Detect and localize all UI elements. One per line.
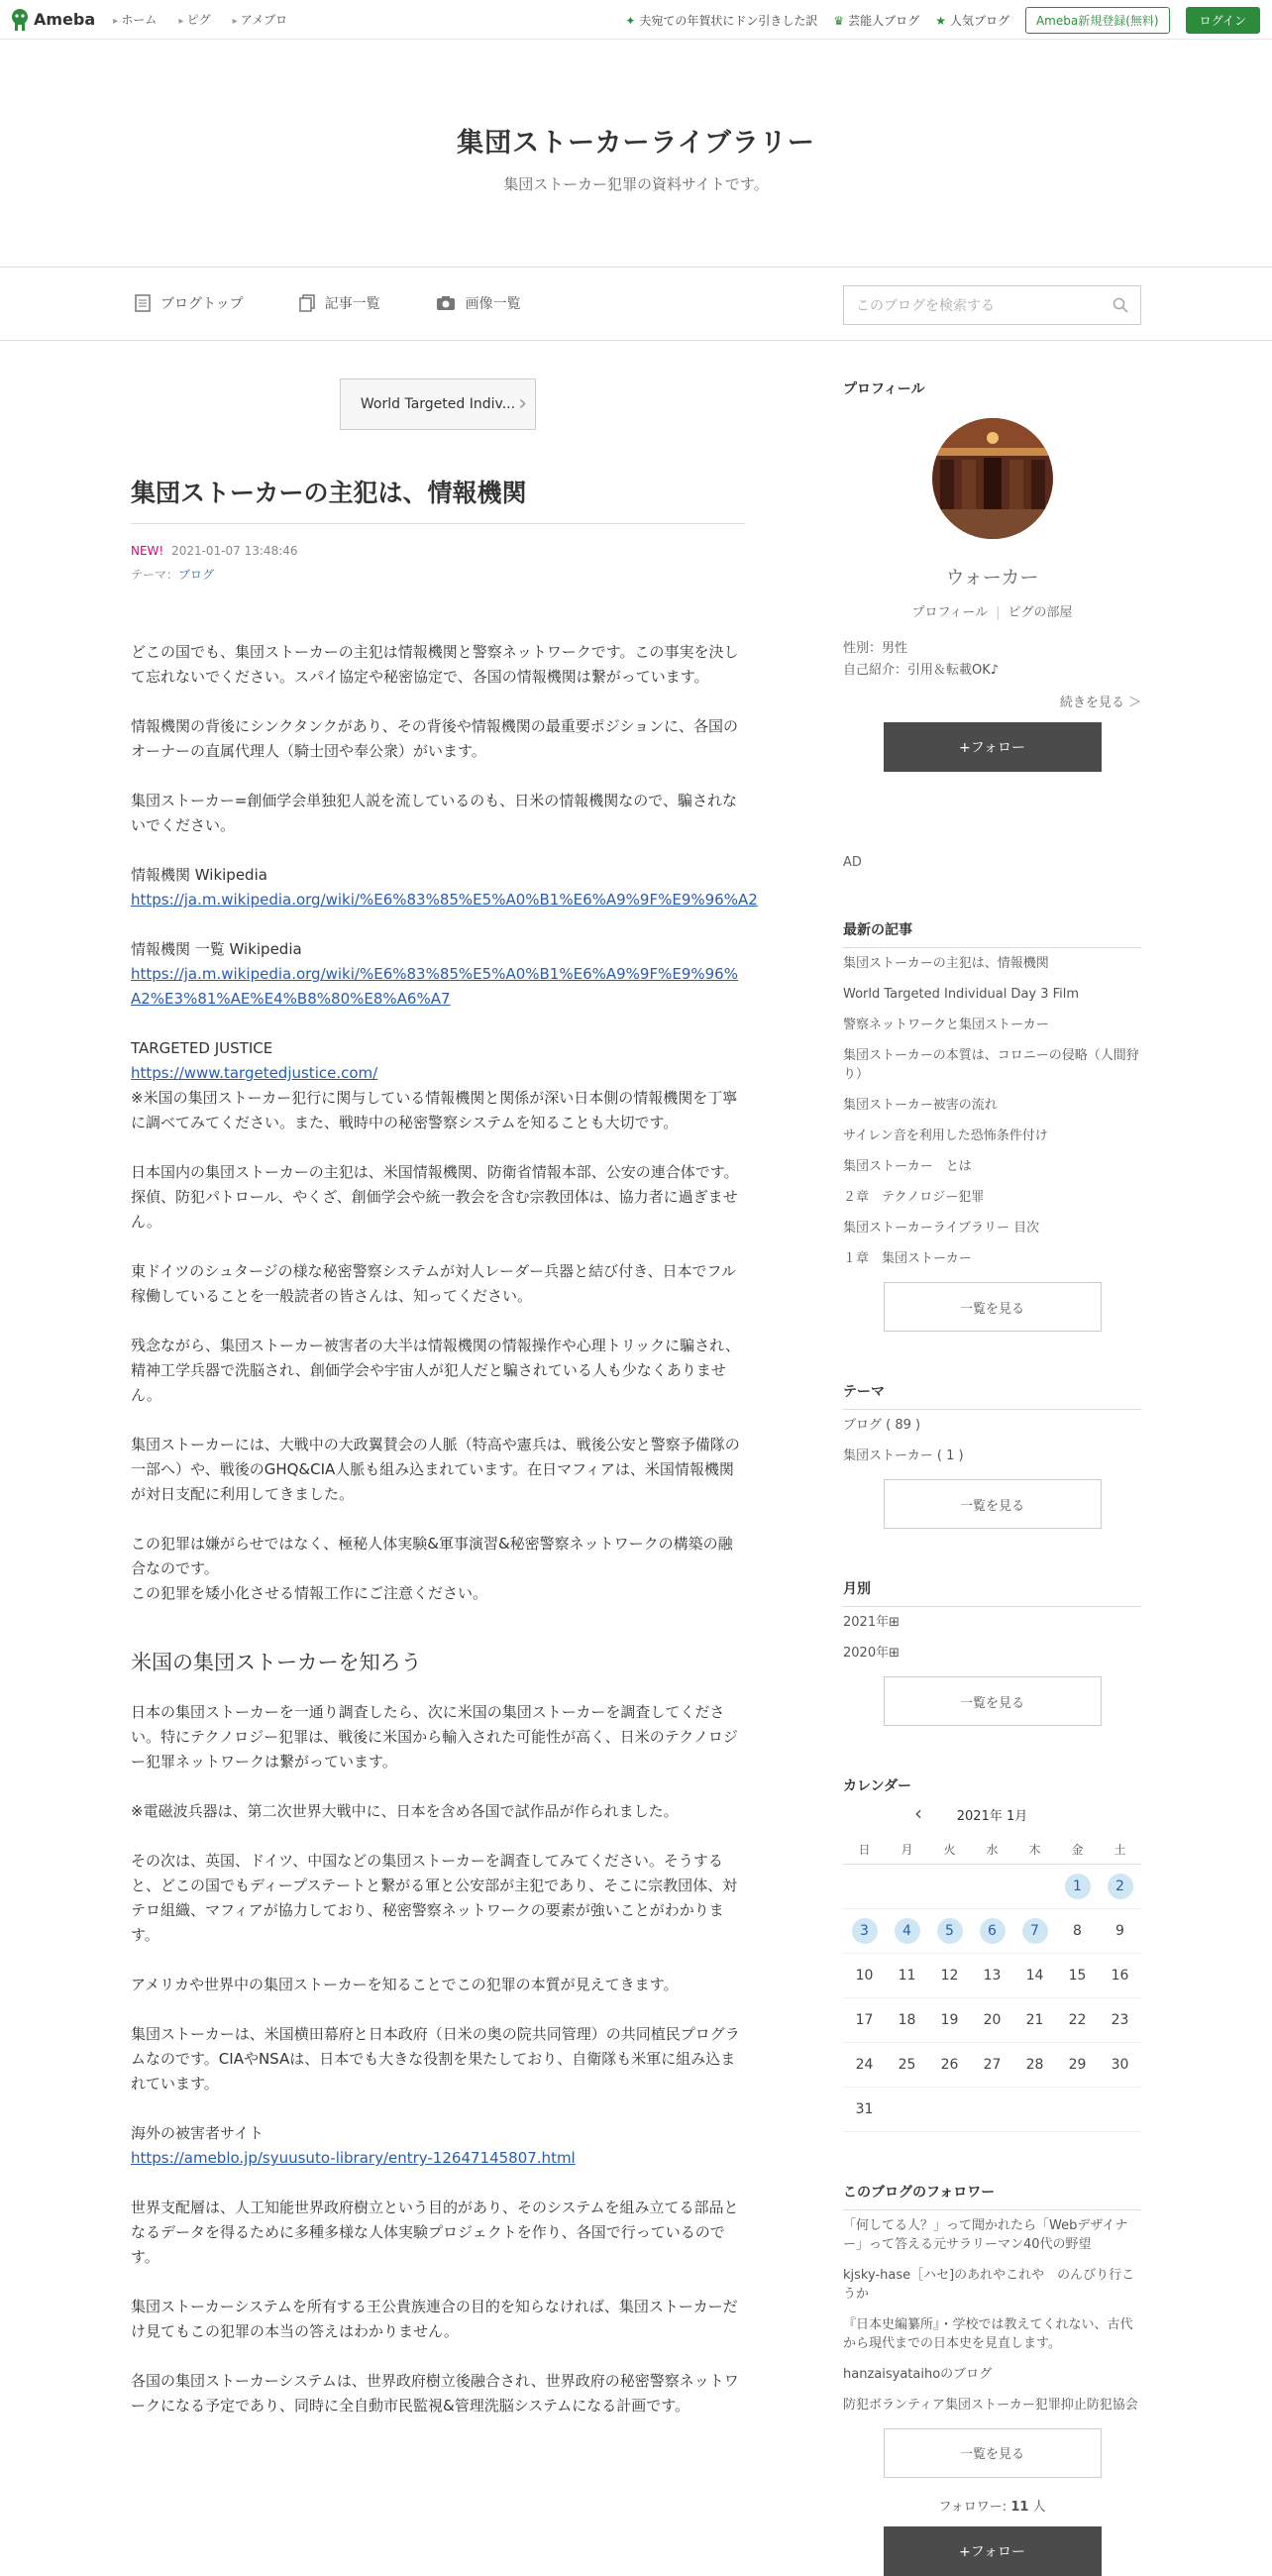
list-item[interactable]: hanzaisyataihoのブログ bbox=[843, 2366, 993, 2382]
pager-label: World Targeted Indiv... bbox=[360, 396, 516, 412]
paragraph: 集団ストーカーシステムを所有する王公貴族連合の目的を知らなければ、集団ストーカーだけ見てもこの犯罪の本当の答えはわかりません。 bbox=[131, 2298, 738, 2340]
calendar-section bbox=[843, 1775, 1141, 2132]
theme-more-button[interactable]: 一覧を見る bbox=[884, 1479, 1102, 1529]
article-list-link[interactable] bbox=[299, 293, 380, 313]
paragraph: 東ドイツのシュタージの様な秘密警察システムが対人レーダー兵器と結び付き、日本でフル稼働していることを一般読者の皆さんは、知ってください。 bbox=[131, 1262, 736, 1305]
list-item[interactable]: 集団ストーカーライブラリー 目次 bbox=[843, 1221, 1040, 1235]
calendar-day[interactable]: 27 bbox=[971, 2042, 1013, 2087]
list-item[interactable]: 警察ネットワークと集団ストーカー bbox=[843, 1018, 1049, 1032]
celebrity-blog-label: 芸能人ブログ bbox=[848, 14, 920, 28]
calendar-day bbox=[1099, 2087, 1141, 2131]
profile-info bbox=[843, 638, 1141, 682]
expand-icon[interactable]: ⊞ bbox=[889, 1646, 900, 1661]
targeted-justice-block bbox=[131, 1036, 745, 1135]
paragraph: 残念ながら、集団ストーカー被害者の大半は情報機関の情報操作や心理トリックに騙され、精神工学兵器で洗脳され、創価学会や宇宙人が犯人だと騙されている人も少なくありません。 bbox=[131, 1337, 741, 1404]
calendar-day-highlight[interactable]: 2 bbox=[1108, 1874, 1133, 1899]
overseas-link[interactable]: https://ameblo.jp/syuusuto-library/entry-12647145807.html bbox=[131, 2149, 576, 2167]
calendar-day bbox=[886, 2087, 928, 2131]
list-item[interactable]: １章 集団ストーカー bbox=[843, 1251, 972, 1266]
calendar-weekday: 土 bbox=[1099, 1836, 1141, 1864]
next-article-pager[interactable] bbox=[340, 378, 536, 430]
camera-icon bbox=[436, 295, 456, 311]
calendar-day[interactable]: 24 bbox=[843, 2042, 886, 2087]
sidebar bbox=[843, 378, 1141, 2576]
calendar-day[interactable]: 30 bbox=[1099, 2042, 1141, 2087]
followers-list bbox=[843, 2210, 1141, 2420]
follower-count-value: 11 bbox=[1010, 2499, 1029, 2515]
list-item[interactable]: 防犯ボランティア集団ストーカー犯罪抑止防犯協会 bbox=[843, 2397, 1138, 2413]
image-list-link[interactable] bbox=[436, 293, 521, 313]
calendar-week bbox=[843, 1908, 1141, 1953]
paragraph: 日本国内の集団ストーカーの主犯は、米国情報機関、防衛省情報本部、公安の連合体です。探偵、防犯パトロール、やくざ、創価学会や統一教会を含む宗教団体は、協力者に過ぎません。 bbox=[131, 1163, 739, 1231]
blog-description: 集団ストーカー犯罪の資料サイトです。 bbox=[503, 175, 769, 193]
profile-more-link[interactable]: 続きを見る ＞ bbox=[1059, 696, 1141, 710]
calendar-day bbox=[843, 1864, 886, 1908]
article-date: 2021-01-07 13:48:46 bbox=[171, 544, 298, 558]
calendar-week bbox=[843, 2087, 1141, 2131]
list-item[interactable]: 集団ストーカーの主犯は、情報機関 bbox=[843, 956, 1049, 971]
follower-count bbox=[843, 2496, 1141, 2515]
calendar-day-highlight[interactable]: 1 bbox=[1065, 1874, 1091, 1899]
paragraph: 集団ストーカー=創価学会単独犯人説を流しているのも、日米の情報機関なので、騙されないでください。 bbox=[131, 792, 737, 834]
calendar-day[interactable] bbox=[1056, 1864, 1099, 1908]
calendar-weekday: 金 bbox=[1056, 1836, 1099, 1864]
targeted-justice-note: ※米国の集団ストーカー犯行に関与している情報機関と関係が深い日本側の情報機関を丁寧に調べてみてください。また、戦時中の秘密警察システムを知ることも大切です。 bbox=[131, 1089, 738, 1131]
calendar-header bbox=[843, 1801, 1141, 1825]
image-list-label: 画像一覧 bbox=[465, 296, 521, 312]
calendar-day[interactable]: 10 bbox=[843, 1953, 886, 1997]
chevron-right-icon: › bbox=[518, 391, 527, 416]
paragraph: 情報機関の背後にシンクタンクがあり、その背後や情報機関の最重要ポジションに、各国のオーナーの直属代理人（騎士団や奉公衆）がいます。 bbox=[131, 717, 739, 760]
expand-icon[interactable]: ⊞ bbox=[889, 1615, 900, 1630]
ameba-logo[interactable] bbox=[10, 8, 95, 32]
wiki-intel-list-block bbox=[131, 937, 745, 1012]
monthly-list bbox=[843, 1607, 1141, 1668]
ameba-logo-text: Ameba bbox=[34, 10, 96, 29]
calendar-weekday: 水 bbox=[971, 1836, 1013, 1864]
login-button[interactable]: ログイン bbox=[1186, 7, 1260, 34]
calendar-day-highlight[interactable]: 3 bbox=[852, 1918, 878, 1944]
theme-label: テーマ： bbox=[131, 568, 179, 582]
calendar-day-highlight[interactable]: 7 bbox=[1022, 1918, 1048, 1944]
profile-gender: 性別：男性 bbox=[843, 641, 908, 656]
calendar-day[interactable]: 19 bbox=[928, 1997, 971, 2042]
monthly-section bbox=[843, 1578, 1141, 1726]
calendar-day[interactable]: 16 bbox=[1099, 1953, 1141, 1997]
blog-top-link[interactable] bbox=[135, 293, 244, 313]
article-column bbox=[131, 378, 758, 2443]
search-icon[interactable] bbox=[1113, 297, 1128, 313]
calendar-day bbox=[928, 2087, 971, 2131]
sparkle-icon: ✦ bbox=[625, 13, 636, 28]
avatar[interactable] bbox=[932, 418, 1053, 539]
crime-note-block bbox=[131, 1532, 745, 1606]
copy-icon bbox=[299, 294, 315, 312]
calendar-day bbox=[971, 2087, 1013, 2131]
library-photo-icon bbox=[932, 418, 1053, 539]
calendar-weekday: 木 bbox=[1013, 1836, 1056, 1864]
article-theme bbox=[131, 566, 745, 583]
crime-note-line1: この犯罪は嫌がらせではなく、極秘人体実験&軍事演習&秘密警察ネットワークの構築の融合なのです。 bbox=[131, 1535, 733, 1577]
list-item[interactable]: サイレン音を利用した恐怖条件付け bbox=[843, 1128, 1048, 1143]
overseas-block bbox=[131, 2121, 745, 2171]
overseas-label: 海外の被害者サイト bbox=[131, 2124, 264, 2142]
wiki-intel-list-label: 情報機関 一覧 Wikipedia bbox=[131, 940, 302, 958]
wiki-intel-link[interactable]: https://ja.m.wikipedia.org/wiki/%E6%83%85%E5%A0%B1%E6%A9%9F%E9%96%A2 bbox=[131, 891, 758, 909]
calendar-day[interactable]: 17 bbox=[843, 1997, 886, 2042]
calendar-week bbox=[843, 1864, 1141, 1908]
trend-link[interactable] bbox=[625, 12, 817, 29]
crown-icon: ♛ bbox=[833, 13, 845, 28]
article-meta bbox=[131, 544, 745, 558]
pigg-room-link[interactable]: ピグの部屋 bbox=[1007, 605, 1073, 620]
followers-heading: このブログのフォロワー bbox=[843, 2182, 1141, 2210]
list-item[interactable]: 集団ストーカー とは bbox=[843, 1159, 972, 1174]
follow-button[interactable]: +フォロー bbox=[884, 722, 1102, 772]
calendar-day-highlight[interactable]: 5 bbox=[937, 1918, 963, 1944]
paragraph: どこの国でも、集団ストーカーの主犯は情報機関と警察ネットワークです。この事実を決して忘れないでください。スパイ協定や秘密協定で、各国の情報機関は繋がっています。 bbox=[131, 643, 739, 686]
profile-link[interactable]: プロフィール bbox=[911, 605, 989, 620]
calendar-day[interactable]: 11 bbox=[886, 1953, 928, 1997]
calendar-day[interactable]: 22 bbox=[1056, 1997, 1099, 2042]
calendar-day[interactable]: 26 bbox=[928, 2042, 971, 2087]
list-item[interactable]: 集団ストーカー ( 1 ) bbox=[843, 1449, 964, 1463]
monthly-heading: 月別 bbox=[843, 1578, 1141, 1607]
document-icon bbox=[135, 294, 151, 312]
calendar-weekday: 日 bbox=[843, 1836, 886, 1864]
calendar-table bbox=[843, 1836, 1141, 2132]
targeted-justice-label: TARGETED JUSTICE bbox=[131, 1039, 273, 1057]
calendar-day[interactable]: 20 bbox=[971, 1997, 1013, 2042]
calendar-day[interactable]: 12 bbox=[928, 1953, 971, 1997]
list-item[interactable]: World Targeted Individual Day 3 Film bbox=[843, 987, 1080, 1002]
article-title: 集団ストーカーの主犯は、情報機関 bbox=[131, 474, 745, 524]
calendar-day[interactable]: 9 bbox=[1099, 1908, 1141, 1953]
paragraph: 世界支配層は、人工知能世界政府樹立という目的があり、そのシステムを組み立てる部品となるデータを得るために多種多様な人体実験プロジェクトを作り、各国で行っているのです。 bbox=[131, 2199, 739, 2266]
search-placeholder: このブログを検索する bbox=[856, 298, 995, 314]
calendar-day[interactable] bbox=[1099, 1864, 1141, 1908]
calendar-day bbox=[886, 1864, 928, 1908]
register-button[interactable]: Ameba新規登録(無料) bbox=[1025, 7, 1170, 34]
calendar-day-highlight[interactable]: 6 bbox=[980, 1918, 1006, 1944]
calendar-day[interactable] bbox=[843, 1908, 886, 1953]
recent-list bbox=[843, 948, 1141, 1274]
calendar-day[interactable] bbox=[928, 1908, 971, 1953]
calendar-day[interactable] bbox=[971, 1908, 1013, 1953]
list-item[interactable]: 「何してる人？」って聞かれたら「Webデザイナー」って答える元サラリーマン40代の野望 bbox=[843, 2217, 1128, 2252]
calendar-heading: カレンダー bbox=[843, 1778, 912, 1794]
calendar-day[interactable]: 13 bbox=[971, 1953, 1013, 1997]
theme-list bbox=[843, 1410, 1141, 1471]
new-badge: NEW! bbox=[131, 544, 164, 558]
list-item[interactable]: 集団ストーカーの本質は、コロニーの侵略（人間狩り） bbox=[843, 1048, 1139, 1082]
global-header-right bbox=[625, 7, 1260, 34]
paragraph: その次は、英国、ドイツ、中国などの集団ストーカーを調査してみてください。そうすると、どこの国でもディープステートと繋がる軍と公安部が主犯であり、そこに宗教団体、対テロ組織、マフィアが協力しており、秘密警察ネットワークの要素が強いことがわかります。 bbox=[131, 1852, 738, 1944]
article-body bbox=[131, 640, 758, 2418]
paragraph: 集団ストーカーには、大戦中の大政翼賛会の人脈（特高や憲兵は、戦後公安と警察予備隊の一部へ）や、戦後のGHQ&CIA人脈も組み込まれています。在日マフィアは、米国情報機関が対日支配に利用してきました。 bbox=[131, 1436, 740, 1503]
wiki-intel-block bbox=[131, 863, 758, 912]
calendar-day[interactable]: 8 bbox=[1056, 1908, 1099, 1953]
blog-title[interactable]: 集団ストーカーライブラリー bbox=[457, 128, 815, 159]
blog-top-label: ブログトップ bbox=[160, 296, 244, 312]
calendar-week bbox=[843, 1997, 1141, 2042]
blog-header bbox=[0, 40, 1272, 268]
list-item[interactable]: 集団ストーカー被害の流れ bbox=[843, 1098, 998, 1113]
ad-label: AD bbox=[843, 855, 862, 870]
recent-heading: 最新の記事 bbox=[843, 919, 1141, 948]
list-item[interactable] bbox=[843, 1638, 1141, 1668]
calendar-day[interactable] bbox=[1013, 1908, 1056, 1953]
calendar-weekday: 月 bbox=[886, 1836, 928, 1864]
calendar-day[interactable]: 18 bbox=[886, 1997, 928, 2042]
follower-count-label: フォロワー: bbox=[938, 2499, 1007, 2515]
list-item[interactable] bbox=[843, 1607, 1141, 1638]
calendar-day[interactable]: 28 bbox=[1013, 2042, 1056, 2087]
calendar-day[interactable] bbox=[886, 1908, 928, 1953]
ameba-logo-icon bbox=[10, 8, 30, 32]
followers-more-button[interactable]: 一覧を見る bbox=[884, 2428, 1102, 2478]
paragraph: ※電磁波兵器は、第二次世界大戦中に、日本を含め各国で試作品が作られました。 bbox=[131, 1802, 679, 1820]
month-label: 2020年 bbox=[843, 1646, 890, 1661]
blog-search-input[interactable] bbox=[843, 285, 1141, 325]
blog-nav-items bbox=[135, 293, 521, 313]
popular-blog-link[interactable] bbox=[935, 12, 1009, 29]
theme-section bbox=[843, 1381, 1141, 1529]
calendar-month: 2021年 1月 bbox=[956, 1809, 1028, 1824]
profile-intro: 自己紹介：引用＆転載OK♪ bbox=[843, 663, 1000, 678]
calendar-day bbox=[971, 1864, 1013, 1908]
popular-blog-label: 人気ブログ bbox=[949, 14, 1009, 28]
followers-section bbox=[843, 2182, 1141, 2576]
calendar-day bbox=[928, 1864, 971, 1908]
crime-note-line2: この犯罪を矮小化させる情報工作にご注意ください。 bbox=[131, 1584, 488, 1602]
paragraph: アメリカや世界中の集団ストーカーを知ることでこの犯罪の本質が見えてきます。 bbox=[131, 1976, 679, 1993]
month-label: 2021年 bbox=[843, 1615, 890, 1630]
global-header bbox=[0, 0, 1272, 40]
wiki-intel-label: 情報機関 Wikipedia bbox=[131, 866, 267, 884]
nav-ameblo[interactable]: ▸ アメブロ bbox=[233, 11, 287, 28]
blog-nav bbox=[0, 268, 1272, 341]
calendar-week bbox=[843, 2042, 1141, 2087]
trend-link-label: 夫宛ての年賀状にドン引きした訳 bbox=[639, 14, 818, 28]
calendar-day[interactable]: 29 bbox=[1056, 2042, 1099, 2087]
list-item[interactable]: ２章 テクノロジー犯罪 bbox=[843, 1190, 985, 1205]
celebrity-blog-link[interactable] bbox=[833, 12, 919, 29]
follower-count-unit: 人 bbox=[1032, 2499, 1046, 2515]
profile-section bbox=[843, 378, 1141, 772]
list-item[interactable]: kjsky-hase［ハセ]のあれやこれや のんびり行こうか bbox=[843, 2267, 1135, 2302]
chevron-left-icon[interactable]: ‹ bbox=[914, 1801, 922, 1825]
calendar-day[interactable]: 14 bbox=[1013, 1953, 1056, 1997]
recent-articles-section bbox=[843, 919, 1141, 1332]
list-item[interactable]: ブログ ( 89 ) bbox=[843, 1418, 921, 1433]
theme-heading: テーマ bbox=[843, 1381, 1141, 1410]
nav-home[interactable]: ▸ ホーム bbox=[113, 11, 157, 28]
article-list-label: 記事一覧 bbox=[324, 296, 380, 312]
profile-name[interactable]: ウォーカー bbox=[945, 567, 1039, 589]
calendar-weekday: 火 bbox=[928, 1836, 971, 1864]
star-icon: ★ bbox=[935, 13, 946, 28]
profile-links bbox=[843, 601, 1141, 620]
targeted-justice-link[interactable]: https://www.targetedjustice.com/ bbox=[131, 1064, 378, 1082]
calendar-day[interactable]: 23 bbox=[1099, 1997, 1141, 2042]
paragraph: 日本の集団ストーカーを一通り調査したら、次に米国の集団ストーカーを調査してください。特にテクノロジー犯罪は、戦後に米国から輸入された可能性が高く、日米のテクノロジー犯罪ネットワークは繋がっています。 bbox=[131, 1703, 738, 1771]
follow-button-bottom[interactable]: +フォロー bbox=[884, 2526, 1102, 2576]
calendar-day bbox=[1013, 1864, 1056, 1908]
calendar-day-highlight[interactable]: 4 bbox=[895, 1918, 920, 1944]
recent-more-button[interactable]: 一覧を見る bbox=[884, 1282, 1102, 1332]
calendar-day[interactable]: 21 bbox=[1013, 1997, 1056, 2042]
calendar-day[interactable]: 15 bbox=[1056, 1953, 1099, 1997]
calendar-day bbox=[1013, 2087, 1056, 2131]
calendar-day[interactable]: 25 bbox=[886, 2042, 928, 2087]
section-heading: 米国の集団ストーカーを知ろう bbox=[131, 1651, 422, 1674]
theme-link[interactable]: ブログ bbox=[178, 568, 215, 582]
calendar-week bbox=[843, 1953, 1141, 1997]
nav-pigg[interactable]: ▸ ピグ bbox=[178, 11, 210, 28]
paragraph: 集団ストーカーは、米国横田幕府と日本政府（日米の奥の院共同管理）の共同植民プログラムなのです。CIAやNSAは、日本でも大きな役割を果たしており、自衛隊も米軍に組み込まれています。 bbox=[131, 2025, 740, 2093]
global-nav bbox=[113, 11, 287, 28]
paragraph: 各国の集団ストーカーシステムは、世界政府樹立後融合され、世界政府の秘密警察ネットワークになる予定であり、同時に全自動市民監視&管理洗脳システムになる計画です。 bbox=[131, 2372, 739, 2415]
divider: | bbox=[996, 605, 1001, 620]
calendar-day bbox=[1056, 2087, 1099, 2131]
wiki-intel-list-link[interactable]: https://ja.m.wikipedia.org/wiki/%E6%83%85%E5%A0%B1%E6%A9%9F%E9%96%A2%E3%81%AE%E4%B8%80%E8%A6%A7 bbox=[131, 965, 738, 1008]
list-item[interactable]: 『日本史編纂所』・学校では教えてくれない、古代から現代までの日本史を見直します。 bbox=[843, 2316, 1133, 2351]
calendar-day[interactable]: 31 bbox=[843, 2087, 886, 2131]
profile-heading: プロフィール bbox=[843, 381, 925, 397]
monthly-more-button[interactable]: 一覧を見る bbox=[884, 1676, 1102, 1726]
